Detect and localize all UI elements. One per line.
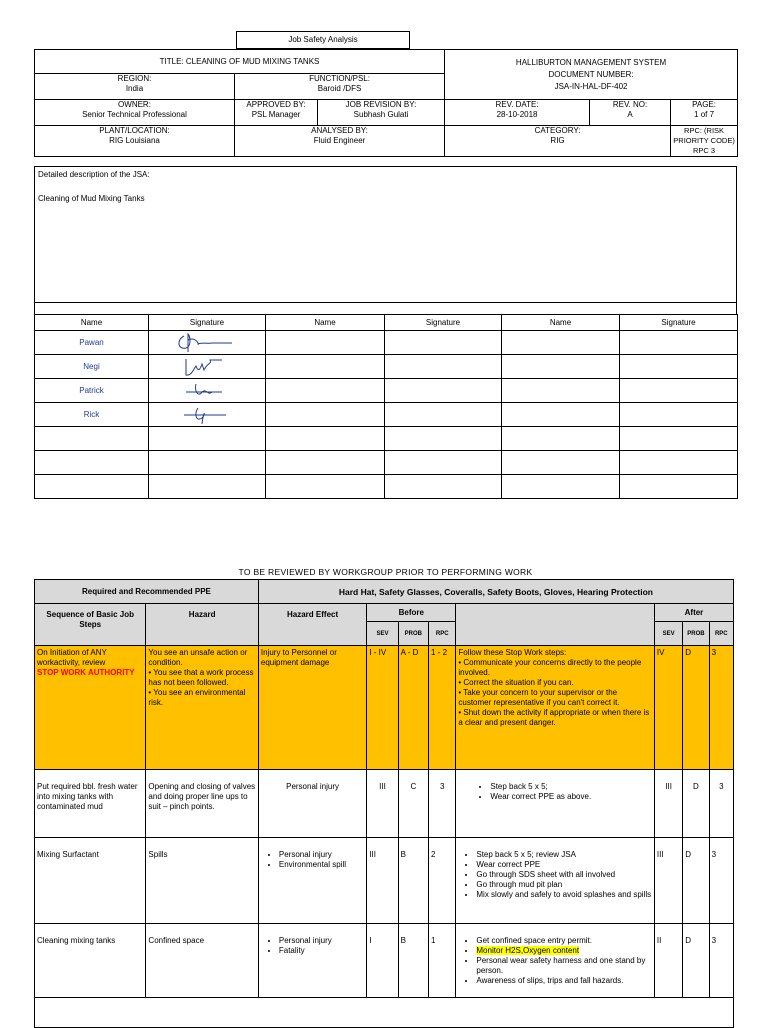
sev-value: III: [367, 770, 398, 838]
table-row: [35, 924, 734, 998]
table-row: [35, 838, 734, 924]
jsa-title-box: [236, 31, 410, 49]
control-item: • Wear correct PPE as above.: [490, 792, 652, 802]
signature-image: [149, 379, 266, 403]
function-value: Baroid /DFS: [317, 84, 362, 93]
highlighted-control: Monitor H2S,Oxygen content: [476, 946, 580, 955]
sev-value: III: [367, 838, 398, 924]
col-steps: Sequence of Basic Job Steps: [35, 604, 146, 646]
description-label: Detailed description of the JSA:: [38, 170, 150, 179]
step-text: Cleaning mixing tanks: [35, 924, 146, 998]
rev-date-value: 28-10-2018: [496, 110, 538, 119]
doc-number: JSA-IN-HAL-DF-402: [554, 81, 628, 91]
description-text: Cleaning of Mud Mixing Tanks: [38, 194, 145, 203]
col-after-rpc: RPC: [709, 622, 733, 646]
col-after-sev: SEV: [654, 622, 682, 646]
revision-by-value: Subhash Gulati: [353, 110, 409, 119]
col-before: Before: [367, 604, 456, 622]
signer-name: Negi: [35, 355, 149, 379]
signature-table: [34, 314, 738, 499]
col-prob: PROB: [398, 622, 428, 646]
control-item: • Go through mud pit plan: [476, 880, 652, 890]
stop-work-row: [35, 646, 734, 770]
effect-item: • Environmental spill: [279, 860, 364, 870]
col-after-prob: PROB: [683, 622, 709, 646]
revision-by-label: JOB REVISION BY:: [345, 100, 417, 109]
rpc-value: 1: [429, 924, 456, 998]
plant-value: RIG Louisiana: [109, 136, 160, 145]
sig-header-signature-1: Signature: [149, 315, 266, 331]
sig-header-name-3: Name: [502, 315, 620, 331]
after-rpc-value: 3: [709, 770, 733, 838]
sig-header-signature-2: Signature: [385, 315, 502, 331]
control-item: • Step back 5 x 5; review JSA: [476, 850, 652, 860]
after-sev-value: III: [654, 770, 682, 838]
rev-no-value: A: [627, 110, 633, 119]
after-prob-value: D: [683, 838, 709, 924]
control-item: [476, 946, 652, 956]
signature-image: [149, 403, 266, 427]
signer-name: Patrick: [35, 379, 149, 403]
signature-row: [35, 403, 738, 427]
col-effect: Hazard Effect: [258, 604, 366, 646]
rpc-value: RPC 3: [693, 146, 716, 155]
stop-work-authority: STOP WORK AUTHORITY: [37, 668, 135, 677]
category-label: CATEGORY:: [534, 126, 581, 135]
jsa-title: Job Safety Analysis: [237, 32, 410, 49]
control-item: • Wear correct PPE: [476, 860, 652, 870]
stop-effect: Injury to Personnel or equipment damage: [258, 646, 366, 770]
after-sev-value: III: [654, 838, 682, 924]
stop-hazard-2: • You see that a work process has not been followed.: [148, 668, 254, 687]
function-label: FUNCTION/PSL:: [309, 74, 370, 83]
control-item: • Get confined space entry permit.: [476, 936, 652, 946]
control-item: • Go through SDS sheet with all involved: [476, 870, 652, 880]
doc-number-label: DOCUMENT NUMBER:: [548, 69, 634, 79]
analysed-value: Fluid Engineer: [313, 136, 366, 145]
stop-hazard-1: You see an unsafe action or condition.: [148, 648, 248, 667]
stop-control-1: Follow these Stop Work steps:: [458, 648, 567, 657]
table-row: [35, 770, 734, 838]
hazard-text: Confined space: [146, 924, 258, 998]
prob-value: C: [398, 770, 428, 838]
review-note: TO BE REVIEWED BY WORKGROUP PRIOR TO PERFORMING WORK: [238, 567, 533, 577]
step-text: Mixing Surfactant: [35, 838, 146, 924]
signature-row: [35, 355, 738, 379]
control-item: • Personal wear safety harness and one stand by person.: [476, 956, 652, 976]
prob-value: B: [398, 838, 428, 924]
stop-after-prob: D: [683, 646, 709, 770]
col-rpc: RPC: [429, 622, 456, 646]
signature-row: [35, 331, 738, 355]
stop-control-4: • Take your concern to your supervisor or the customer representative if you can't correct it.: [458, 688, 620, 707]
after-sev-value: II: [654, 924, 682, 998]
signer-name: Pawan: [35, 331, 149, 355]
hazard-text: Spills: [146, 838, 258, 924]
after-prob-value: D: [683, 770, 709, 838]
effect-item: • Personal injury: [279, 936, 364, 946]
ppe-label: Required and Recommended PPE: [35, 580, 259, 604]
control-item: • Awareness of slips, trips and fall hazards.: [476, 976, 652, 986]
approved-value: PSL Manager: [251, 110, 301, 119]
control-item: • Step back 5 x 5;: [490, 782, 652, 792]
stop-rpc: 1 - 2: [429, 646, 456, 770]
hazard-text: Opening and closing of valves and doing proper line ups to suit – pinch points.: [146, 770, 258, 838]
effect-text: Personal injury: [258, 770, 366, 838]
stop-after-sev: IV: [654, 646, 682, 770]
after-prob-value: D: [683, 924, 709, 998]
header-table: [34, 49, 738, 157]
rev-date-label: REV. DATE:: [495, 100, 539, 109]
after-rpc-value: 3: [709, 924, 733, 998]
effect-item: • Personal injury: [279, 850, 364, 860]
document-title: TITLE: CLEANING OF MUD MIXING TANKS: [35, 50, 445, 74]
stop-sev: I - IV: [367, 646, 398, 770]
approved-label: APPROVED BY:: [246, 100, 306, 109]
sig-header-name-1: Name: [35, 315, 149, 331]
description-box: [34, 166, 737, 315]
rpc-label: RPC: (RISK PRIORITY CODE): [673, 126, 735, 145]
col-sev: SEV: [367, 622, 398, 646]
sev-value: I: [367, 924, 398, 998]
signer-name: Rick: [35, 403, 149, 427]
stop-step-text: On Initiation of ANY workactivity, review: [37, 648, 107, 667]
stop-prob: A - D: [398, 646, 428, 770]
analysed-label: ANALYSED BY:: [311, 126, 368, 135]
ppe-value: Hard Hat, Safety Glasses, Coveralls, Safety Boots, Gloves, Hearing Protection: [258, 580, 733, 604]
rpc-value: 2: [429, 838, 456, 924]
page-value: 1 of 7: [694, 110, 715, 119]
rpc-value: 3: [429, 770, 456, 838]
step-text: Put required bbl. fresh water into mixing tanks with contaminated mud: [35, 770, 146, 838]
signature-row: [35, 379, 738, 403]
rev-no-label: REV. NO:: [612, 100, 648, 109]
stop-control-5: • Shut down the activity if appropriate or when there is a clear and present danger.: [458, 708, 650, 727]
sig-header-signature-3: Signature: [620, 315, 738, 331]
region-label: REGION:: [117, 74, 152, 83]
signature-image: [149, 331, 266, 355]
effect-item: • Fatality: [279, 946, 364, 956]
col-hazard: Hazard: [146, 604, 258, 646]
stop-after-rpc: 3: [709, 646, 733, 770]
col-after: After: [654, 604, 733, 622]
signature-image: [149, 355, 266, 379]
control-item: • Mix slowly and safely to avoid splashes and spills: [476, 890, 652, 900]
region-value: India: [125, 84, 144, 93]
stop-hazard-3: • You see an environmental risk.: [148, 688, 246, 707]
category-value: RIG: [550, 136, 565, 145]
owner-value: Senior Technical Professional: [82, 110, 187, 119]
prob-value: B: [398, 924, 428, 998]
owner-label: OWNER:: [118, 100, 151, 109]
after-rpc-value: 3: [709, 838, 733, 924]
stop-control-2: • Communicate your concerns directly to the people involved.: [458, 658, 642, 677]
system-name: HALLIBURTON MANAGEMENT SYSTEM: [515, 57, 667, 67]
page-label: PAGE:: [692, 100, 716, 109]
jsa-table: [34, 579, 734, 1028]
stop-control-3: • Correct the situation if you can.: [458, 678, 574, 687]
plant-label: PLANT/LOCATION:: [99, 126, 170, 135]
sig-header-name-2: Name: [266, 315, 385, 331]
